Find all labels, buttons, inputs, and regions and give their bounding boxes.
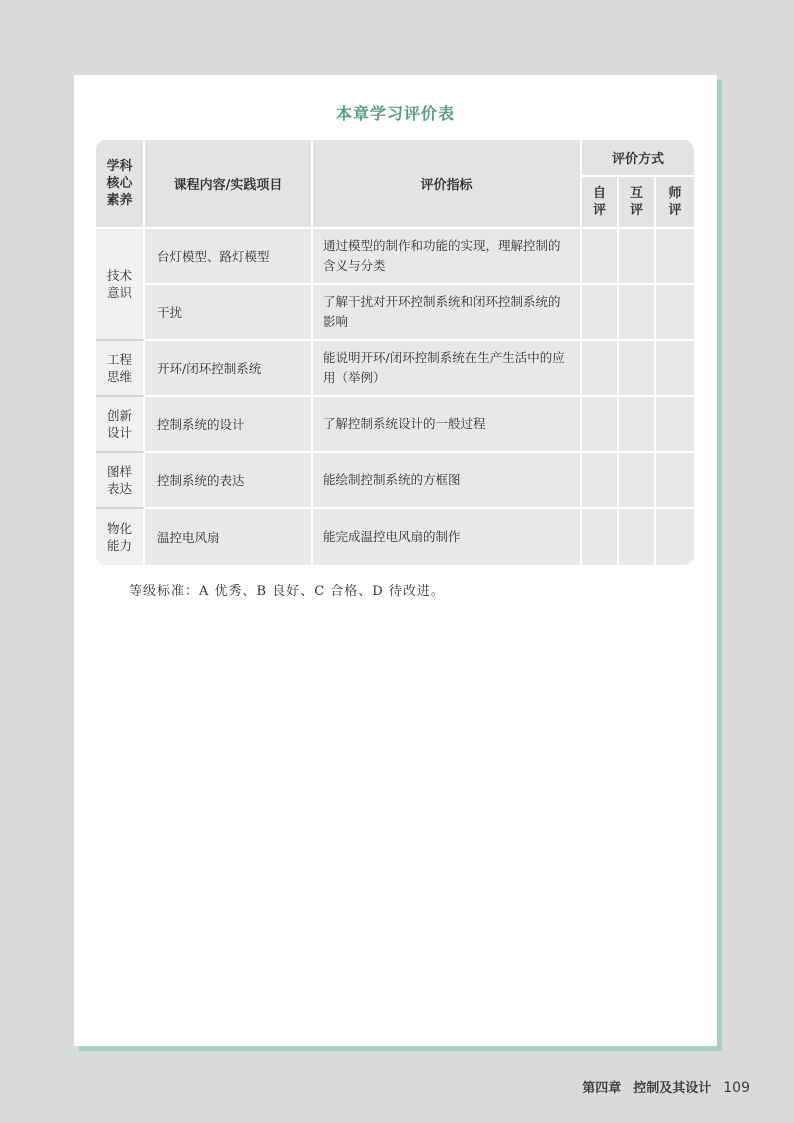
page-title: 本章学习评价表 — [335, 104, 455, 123]
self-eval-cell[interactable] — [582, 341, 619, 397]
peer-eval-cell[interactable] — [619, 285, 656, 341]
peer-eval-cell[interactable] — [619, 229, 656, 285]
header-peer: 互评 — [619, 177, 656, 229]
teacher-eval-cell[interactable] — [656, 397, 694, 453]
table-row — [96, 229, 694, 285]
chapter-label: 第四章 — [582, 1081, 622, 1096]
table-row — [96, 285, 694, 341]
content-cell: 台灯模型、路灯模型 — [145, 229, 313, 285]
grading-criteria: 等级标准：A 优秀、B 良好、C 合格、D 待改进。 — [129, 584, 445, 599]
header-teacher: 师评 — [656, 177, 694, 229]
header-method: 评价方式 — [582, 140, 694, 177]
content-cell: 干扰 — [145, 285, 313, 341]
teacher-eval-cell[interactable] — [656, 285, 694, 341]
content-cell: 开环/闭环控制系统 — [145, 341, 313, 397]
indicator-cell: 了解控制系统设计的一般过程 — [313, 397, 582, 453]
content-cell: 温控电风扇 — [145, 509, 313, 565]
self-eval-cell[interactable] — [582, 397, 619, 453]
literacy-cell: 图样表达 — [96, 453, 145, 509]
teacher-eval-cell[interactable] — [656, 229, 694, 285]
page-number: 109 — [723, 1080, 750, 1096]
indicator-cell: 了解干扰对开环控制系统和闭环控制系统的影响 — [313, 285, 582, 341]
table-row — [96, 453, 694, 509]
header-row — [96, 140, 694, 177]
content-cell: 控制系统的设计 — [145, 397, 313, 453]
content-cell: 控制系统的表达 — [145, 453, 313, 509]
peer-eval-cell[interactable] — [619, 453, 656, 509]
self-eval-cell[interactable] — [582, 285, 619, 341]
header-indicator: 评价指标 — [313, 140, 582, 229]
literacy-cell: 技术意识 — [96, 229, 145, 341]
table-row — [96, 341, 694, 397]
evaluation-table — [96, 140, 694, 565]
literacy-cell: 物化能力 — [96, 509, 145, 565]
header-self: 自评 — [582, 177, 619, 229]
chapter-name: 控制及其设计 — [633, 1081, 712, 1096]
page-footer — [582, 1077, 750, 1096]
literacy-cell: 工程思维 — [96, 341, 145, 397]
indicator-cell: 能完成温控电风扇的制作 — [313, 509, 582, 565]
teacher-eval-cell[interactable] — [656, 509, 694, 565]
header-literacy: 学科核心素养 — [96, 140, 145, 229]
page — [74, 75, 717, 1046]
table-row — [96, 397, 694, 453]
peer-eval-cell[interactable] — [619, 509, 656, 565]
literacy-cell: 创新设计 — [96, 397, 145, 453]
peer-eval-cell[interactable] — [619, 397, 656, 453]
self-eval-cell[interactable] — [582, 453, 619, 509]
self-eval-cell[interactable] — [582, 229, 619, 285]
table-row — [96, 509, 694, 565]
indicator-cell: 能说明开环/闭环控制系统在生产生活中的应用（举例） — [313, 341, 582, 397]
header-content: 课程内容/实践项目 — [145, 140, 313, 229]
teacher-eval-cell[interactable] — [656, 453, 694, 509]
teacher-eval-cell[interactable] — [656, 341, 694, 397]
peer-eval-cell[interactable] — [619, 341, 656, 397]
self-eval-cell[interactable] — [582, 509, 619, 565]
indicator-cell: 能绘制控制系统的方框图 — [313, 453, 582, 509]
indicator-cell: 通过模型的制作和功能的实现，理解控制的含义与分类 — [313, 229, 582, 285]
